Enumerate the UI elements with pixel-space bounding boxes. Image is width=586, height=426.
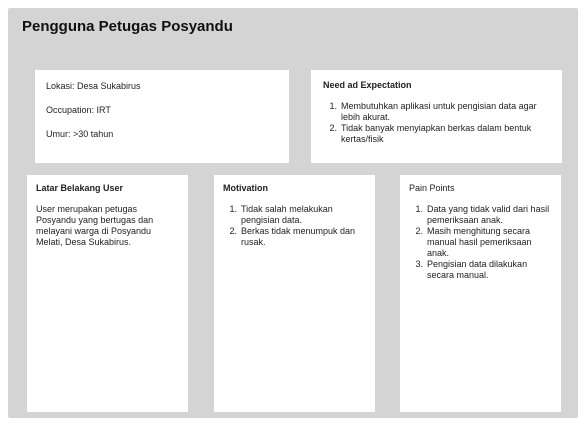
list-number: 2. (229, 226, 237, 236)
motivation-heading: Motivation (223, 183, 268, 193)
background-heading: Latar Belakang User (36, 183, 124, 193)
pain-point-item (409, 259, 552, 281)
motivation-item-text: Tidak salah melakukan pengisian data. (241, 204, 333, 225)
list-number: 1. (229, 204, 237, 214)
background-card (27, 175, 188, 412)
age-text: Umur: >30 tahun (46, 129, 114, 139)
persona-board (8, 8, 578, 418)
motivation-item-text: Berkas tidak menumpuk dan rusak. (241, 226, 356, 247)
pain-points-list (409, 204, 552, 281)
needs-card (311, 70, 562, 163)
pain-point-item (409, 226, 552, 259)
list-number: 2. (415, 226, 423, 236)
needs-item-text: Membutuhkan aplikasi untuk pengisian data agar lebih akurat. (341, 101, 537, 122)
page-title: Pengguna Petugas Posyandu (22, 18, 233, 35)
background-text: User merupakan petugas Posyandu yang bertugas dan melayani warga di Posyandu Melati, Desa Sukabirus. (36, 204, 154, 247)
motivation-item (223, 204, 366, 226)
motivation-item (223, 226, 366, 248)
list-number: 1. (329, 101, 337, 111)
motivation-list (223, 204, 366, 248)
needs-list (323, 101, 550, 145)
pain-point-item (409, 204, 552, 226)
list-number: 2. (329, 123, 337, 133)
needs-item (323, 101, 550, 123)
pain-points-card (400, 175, 561, 412)
pain-point-text: Data yang tidak valid dari hasil pemeriksaan anak. (427, 204, 550, 225)
list-number: 1. (415, 204, 423, 214)
location-text: Lokasi: Desa Sukabirus (46, 81, 141, 91)
motivation-card (214, 175, 375, 412)
pain-point-text: Pengisian data dilakukan secara manual. (427, 259, 528, 280)
profile-card (35, 70, 289, 163)
needs-item (323, 123, 550, 145)
needs-heading: Need ad Expectation (323, 80, 412, 90)
pain-point-text: Masih menghitung secara manual hasil pemeriksaan anak. (427, 226, 532, 258)
occupation-text: Occupation: IRT (46, 105, 111, 115)
list-number: 3. (415, 259, 423, 269)
needs-item-text: Tidak banyak menyiapkan berkas dalam bentuk kertas/fisik (341, 123, 532, 144)
pain-points-heading: Pain Points (409, 183, 455, 193)
